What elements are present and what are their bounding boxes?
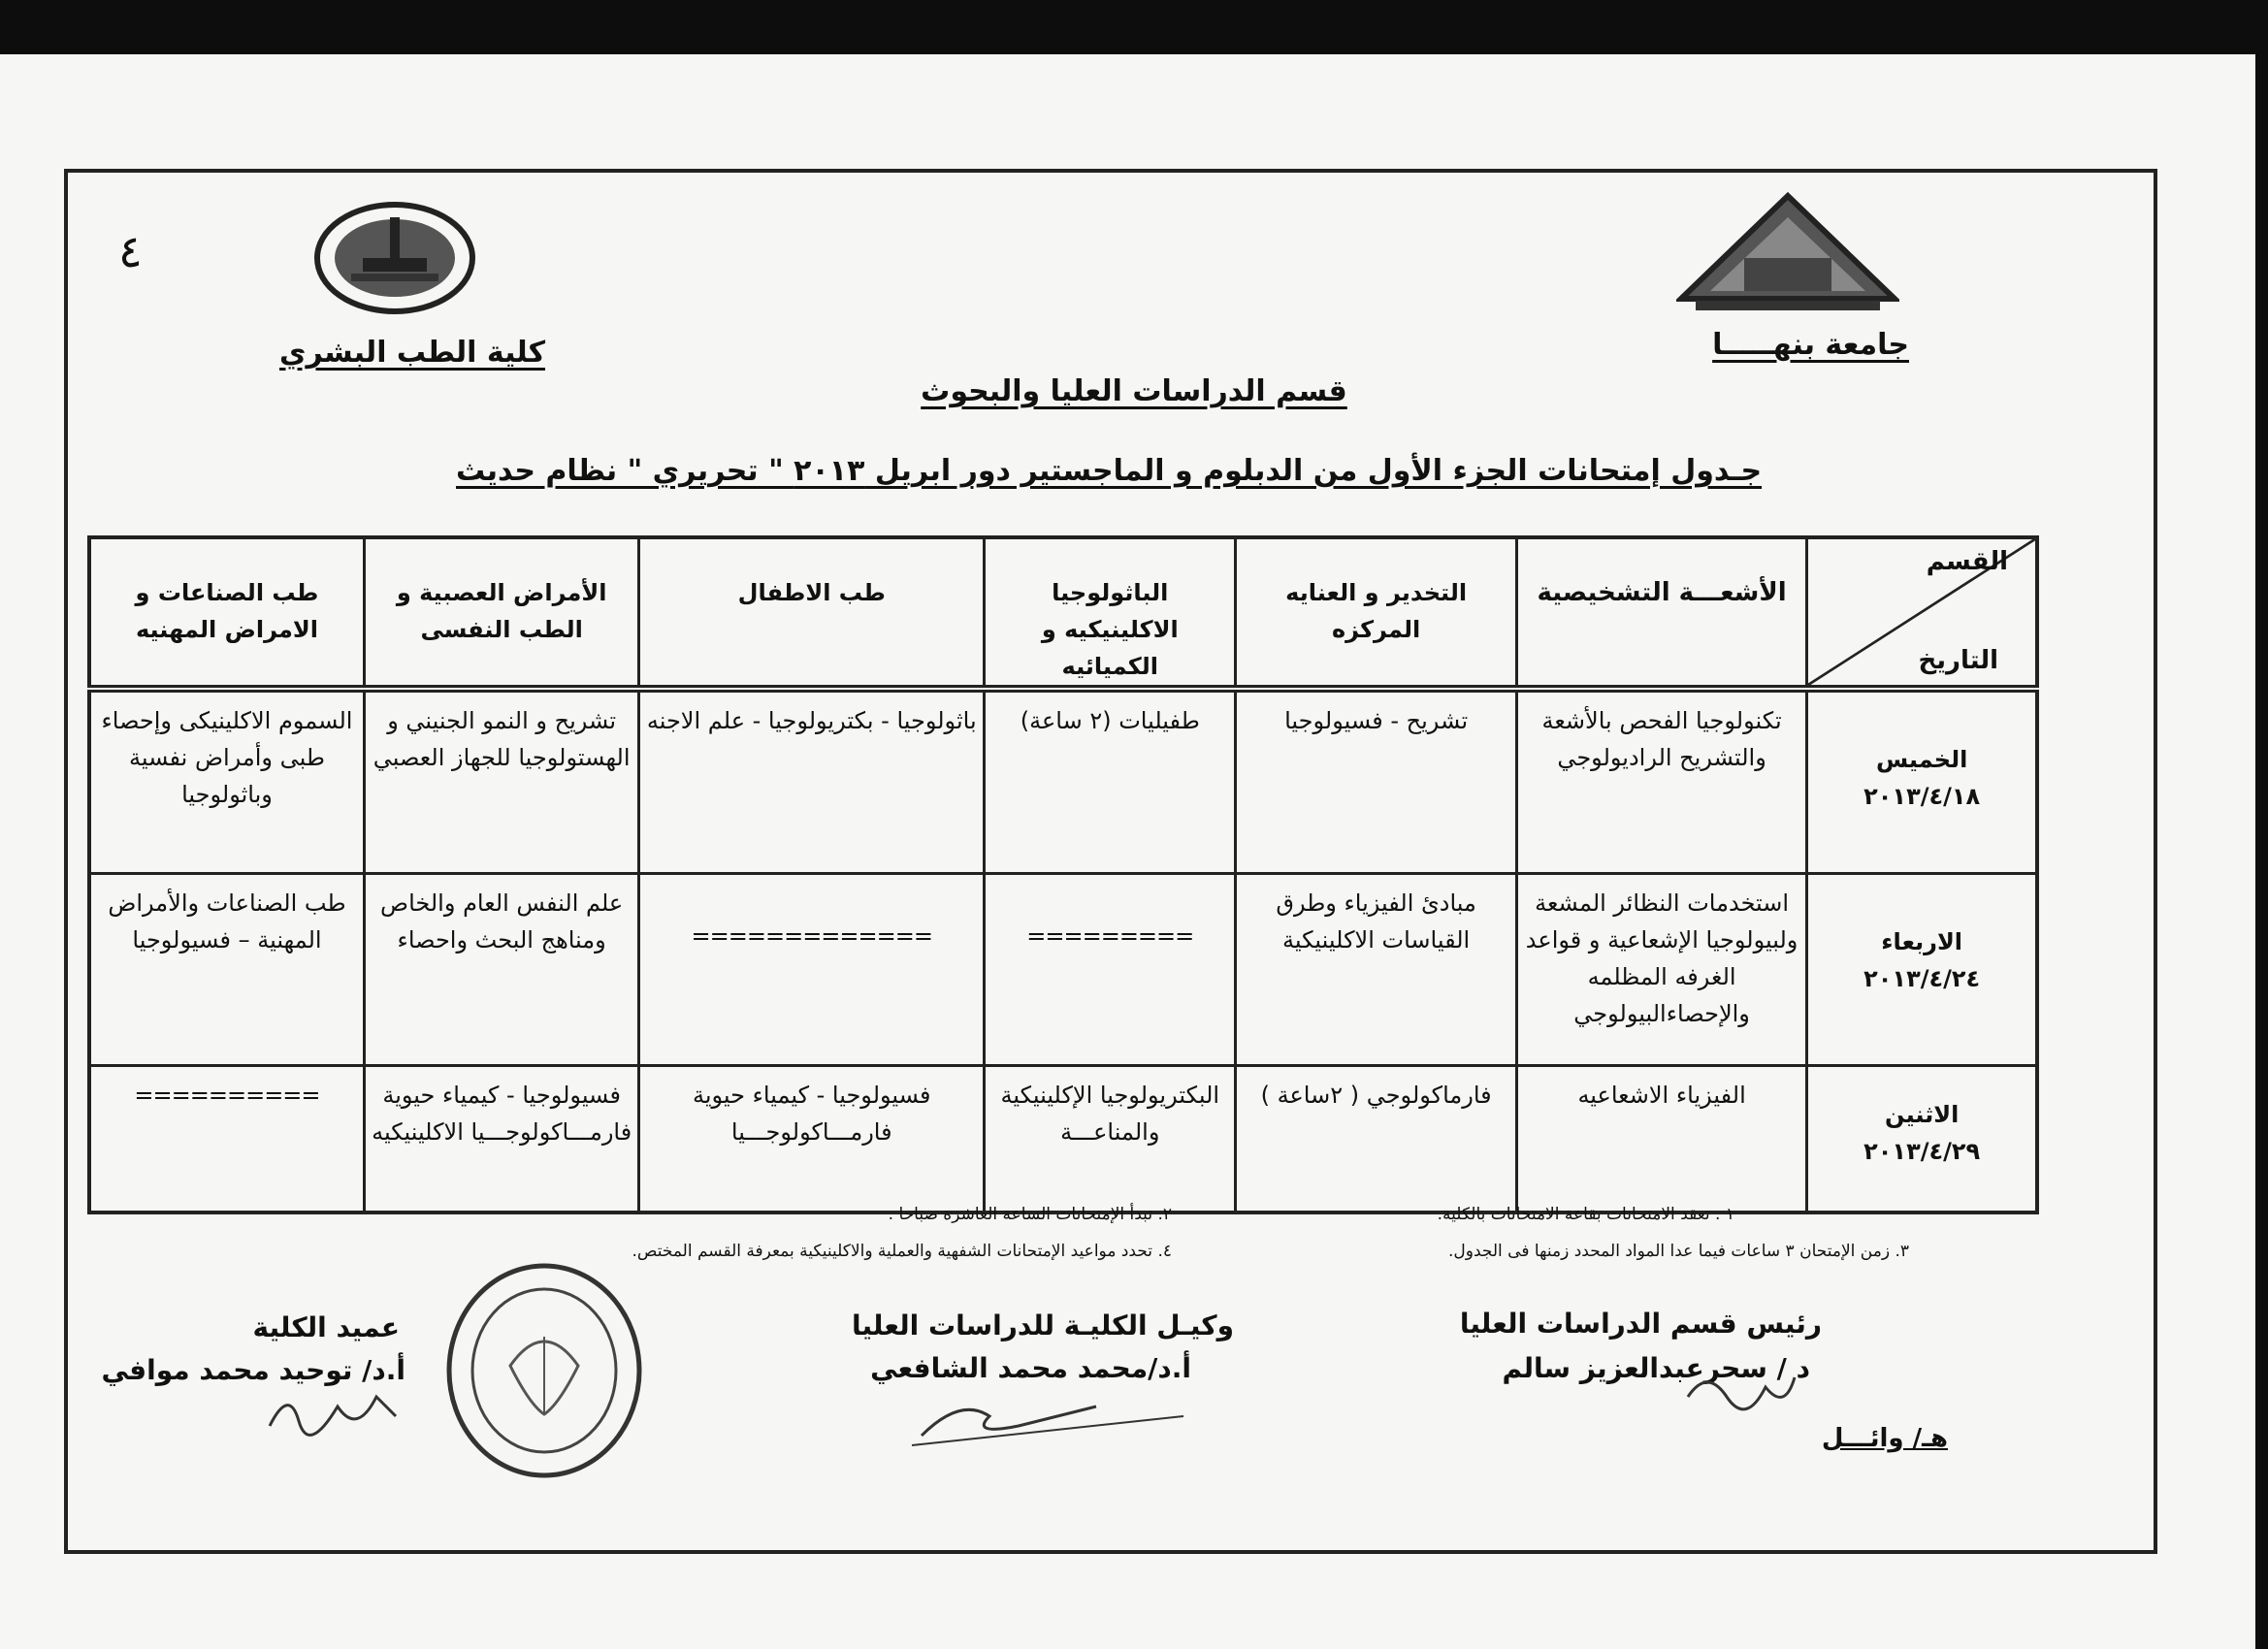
column-header: الأمراض العصبية و الطب النفسى bbox=[364, 537, 638, 689]
department-title: قسم الدراسات العليا والبحوث bbox=[921, 374, 1347, 408]
column-header: الأشعـــة التشخيصية bbox=[1516, 537, 1806, 689]
column-header: الباثولوجيا الاكلينيكيه و الكميائيه bbox=[985, 537, 1236, 689]
table-cell: فسيولوجيا - كيمياء حيوية فارمـــاكولوجـــيا bbox=[639, 1065, 985, 1212]
table-cell: ========= bbox=[985, 873, 1236, 1065]
table-cell: تكنولوجيا الفحص بالأشعة والتشريح الراديولوجي bbox=[1516, 689, 1806, 873]
table-cell: ============= bbox=[639, 873, 985, 1065]
day-name: الاثنين bbox=[1885, 1100, 1960, 1128]
date-value: ٢٠١٣/٤/٢٩ bbox=[1863, 1137, 1981, 1165]
column-header: طب الصناعات و الامراض المهنيه bbox=[89, 537, 364, 689]
table-cell: الفيزياء الاشعاعيه bbox=[1516, 1065, 1806, 1212]
dean-name: أ.د/ توحيد محمد موافي bbox=[101, 1354, 405, 1386]
faculty-logo-icon bbox=[312, 200, 477, 316]
official-stamp-icon bbox=[442, 1259, 646, 1482]
table-cell: استخدمات النظائر المشعة ولبيولوجيا الإشعاعية و قواعد الغرفه المظلمه والإحصاءالبيولوجي bbox=[1516, 873, 1806, 1065]
table-cell: تشريح - فسيولوجيا bbox=[1236, 689, 1516, 873]
date-cell bbox=[1807, 689, 2037, 873]
date-value: ٢٠١٣/٤/٢٤ bbox=[1863, 964, 1981, 992]
page-number: ٤ bbox=[118, 225, 143, 277]
table-cell: علم النفس العام والخاص ومناهج البحث واحصاء bbox=[364, 873, 638, 1065]
table-cell: البكتريولوجيا الإكلينيكية والمناعـــة bbox=[985, 1065, 1236, 1212]
note-1: ١ . تعقد الامتحانات بقاعة الامتحانات بالكلية. bbox=[1437, 1205, 1734, 1224]
note-3: ٣. زمن الإمتحان ٣ ساعات فيما عدا المواد المحدد زمنها فى الجدول. bbox=[1447, 1242, 1909, 1261]
exam-schedule-table bbox=[87, 535, 2039, 1214]
vice-dean-name: أ.د/محمد محمد الشافعي bbox=[870, 1352, 1191, 1384]
table-cell: طفيليات (٢ ساعة) bbox=[985, 689, 1236, 873]
corner-section-label: القسم bbox=[1926, 547, 2008, 576]
table-cell: فارماكولوجي ( ٢ساعة ) bbox=[1236, 1065, 1516, 1212]
corner-cell bbox=[1807, 537, 2037, 689]
date-value: ٢٠١٣/٤/١٨ bbox=[1863, 783, 1981, 810]
table-row bbox=[89, 873, 2037, 1065]
table-cell: تشريح و النمو الجنيني و الهستولوجيا للجهاز العصبي bbox=[364, 689, 638, 873]
university-name: جامعة بنهـــــا bbox=[1712, 328, 1909, 362]
note-2: ٢. تبدأ الإمتحانات الساعة العاشرة صباحا . bbox=[888, 1205, 1172, 1224]
corner-date-label: التاريخ bbox=[1918, 646, 1998, 675]
table-row bbox=[89, 689, 2037, 873]
table-cell: طب الصناعات والأمراض المهنية – فسيولوجيا bbox=[89, 873, 364, 1065]
day-name: الاربعاء bbox=[1881, 927, 1963, 955]
head-signatory-name: د / سحرعبدالعزيز سالم bbox=[1502, 1352, 1810, 1384]
column-header: التخدير و العنايه المركزه bbox=[1236, 537, 1516, 689]
table-cell: مبادئ الفيزياء وطرق القياسات الاكلينيكية bbox=[1236, 873, 1516, 1065]
faculty-name: كلية الطب البشري bbox=[279, 336, 546, 370]
vice-dean-title: وكيـل الكليـة للدراسات العليا bbox=[851, 1310, 1234, 1342]
table-row bbox=[89, 1065, 2037, 1212]
dean-signature-icon bbox=[260, 1368, 405, 1445]
head-signature-icon bbox=[1678, 1358, 1804, 1426]
university-logo-icon bbox=[1676, 190, 1899, 316]
schedule-title: جـدول إمتحانات الجزء الأول من الدبلوم و الماجستير دور ابريل ٢٠١٣ " تحريري " نظام حديث bbox=[456, 454, 1763, 488]
dean-title: عميد الكلية bbox=[252, 1311, 400, 1343]
date-cell bbox=[1807, 873, 2037, 1065]
reference-initials: هـ/ وائـــل bbox=[1821, 1424, 1948, 1453]
table-cell: ========== bbox=[89, 1065, 364, 1212]
column-header: طب الاطفال bbox=[639, 537, 985, 689]
day-name: الخميس bbox=[1875, 746, 1968, 773]
table-cell: السموم الاكلينيكى وإحصاء طبى وأمراض نفسية وباثولوجيا bbox=[89, 689, 364, 873]
date-cell bbox=[1807, 1065, 2037, 1212]
head-signatory-title: رئيس قسم الدراسات العليا bbox=[1459, 1308, 1822, 1340]
table-cell: فسيولوجيا - كيمياء حيوية فارمـــاكولوجـــيا الاكلينيكيه bbox=[364, 1065, 638, 1212]
table-cell: باثولوجيا - بكتريولوجيا - علم الاجنه bbox=[639, 689, 985, 873]
note-4: ٤. تحدد مواعيد الإمتحانات الشفهية والعملية والاكلينيكية بمعرفة القسم المختص. bbox=[632, 1242, 1172, 1261]
vice-dean-signature-icon bbox=[902, 1377, 1193, 1455]
table-header-row bbox=[89, 537, 2037, 689]
